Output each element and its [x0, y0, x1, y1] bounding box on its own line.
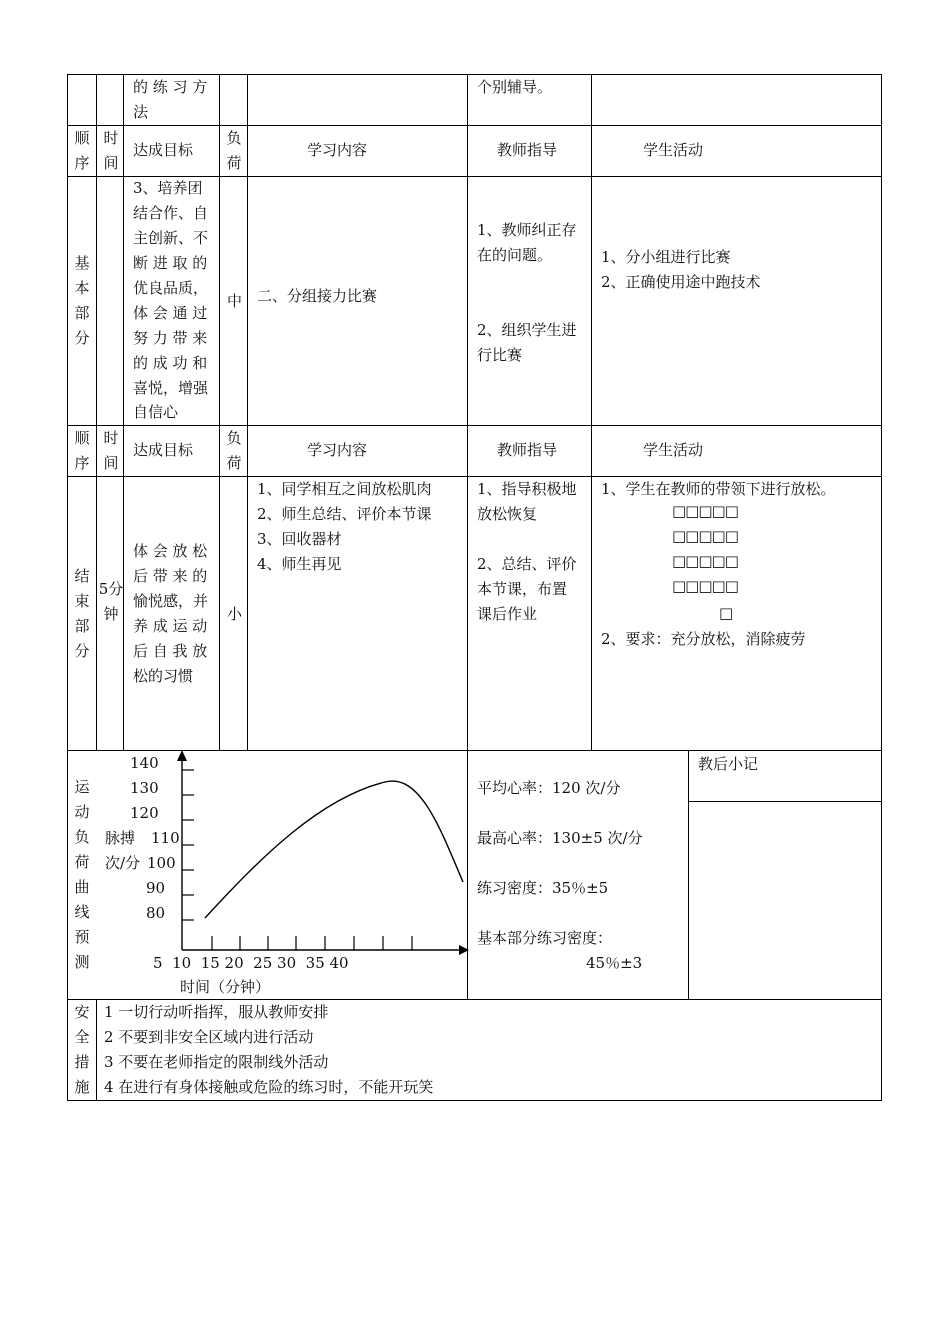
end-teacher-line: 本节课，布置 [477, 580, 568, 598]
basic-goal-line: 优良品质， [133, 279, 209, 297]
header-time: 时间 [103, 429, 119, 472]
goal-text: 的 练 习 方 [133, 78, 208, 96]
basic-content: 二、分组接力比赛 [257, 287, 378, 305]
end-teacher-line: 课后作业 [477, 605, 538, 623]
x-tick-marks [212, 936, 412, 950]
rule [67, 125, 882, 126]
end-goal-line: 愉悦感，并 [133, 592, 209, 610]
stat-basic-density: 基本部分练习密度： [477, 929, 613, 947]
header-teacher: 教师指导 [497, 441, 558, 459]
formation-teacher: □ [719, 604, 733, 622]
safety-item: 2 不要到非安全区域内进行活动 [104, 1028, 314, 1046]
end-content-line: 1、同学相互之间放松肌肉 [257, 480, 432, 498]
basic-teacher-line: 1、教师纠正存 [477, 221, 577, 239]
notes-title: 教后小记 [698, 755, 759, 773]
header-content: 学习内容 [307, 141, 368, 159]
rule [881, 74, 882, 1101]
safety-item: 3 不要在老师指定的限制线外活动 [104, 1053, 329, 1071]
rule [96, 999, 97, 1101]
header-order: 顺序 [74, 429, 90, 472]
x-axis-arrow [459, 945, 469, 955]
basic-goal-line: 3、培养团 [133, 179, 203, 197]
y-tick: 130 [130, 779, 159, 797]
header-load: 负荷 [226, 129, 242, 172]
safety-item: 1 一切行动听指挥，服从教师安排 [104, 1003, 329, 1021]
basic-teacher-line: 在的问题。 [477, 246, 553, 264]
basic-goal-line: 的 成 功 和 [133, 354, 208, 372]
end-content-line: 4、师生再见 [257, 555, 342, 573]
end-goal-line: 养 成 运 动 [133, 617, 208, 635]
end-student-line: 2、要求：充分放松，消除疲劳 [601, 630, 806, 648]
rule [688, 801, 882, 802]
load-curve-label: 运动负荷曲线预测 [74, 778, 90, 971]
rule [67, 74, 68, 1101]
header-load: 负荷 [226, 429, 242, 472]
end-content-line: 2、师生总结、评价本节课 [257, 505, 432, 523]
end-load: 小 [227, 605, 243, 623]
stat-max: 最高心率：130±5 次/分 [477, 829, 643, 847]
heart-rate-curve [205, 781, 463, 918]
header-student: 学生活动 [643, 141, 704, 159]
end-goal-line: 后 自 我 放 [133, 642, 208, 660]
end-teacher-line: 放松恢复 [477, 505, 538, 523]
formation-row: □□□□□ [672, 527, 738, 545]
end-time: 5分钟 [98, 580, 124, 623]
rule [688, 750, 689, 1000]
formation-row: □□□□□ [672, 577, 738, 595]
basic-student-line: 2、正确使用途中跑技术 [601, 273, 761, 291]
safety-label: 安全措施 [74, 1003, 90, 1096]
basic-goal-line: 自信心 [133, 403, 179, 421]
basic-student-line: 1、分小组进行比赛 [601, 248, 731, 266]
basic-goal-line: 断 进 取 的 [133, 254, 208, 272]
formation-row: □□□□□ [672, 502, 738, 520]
y-tick-marks [182, 770, 194, 920]
rule [219, 74, 220, 751]
rule [247, 74, 248, 751]
end-teacher-line: 1、指导积极地 [477, 480, 577, 498]
header-content: 学习内容 [307, 441, 368, 459]
x-axis-label: 时间（分钟） [180, 978, 271, 996]
formation-row: □□□□□ [672, 552, 738, 570]
end-goal-line: 松的习惯 [133, 667, 194, 685]
rule [96, 74, 97, 751]
pulse-unit-label: 次/分 [105, 854, 141, 872]
y-tick: 110 [151, 829, 180, 847]
basic-goal-line: 结合作、自 [133, 204, 209, 222]
safety-item: 4 在进行有身体接触或危险的练习时，不能开玩笑 [104, 1078, 434, 1096]
rule [67, 1100, 882, 1101]
header-teacher: 教师指导 [497, 141, 558, 159]
header-goal: 达成目标 [133, 441, 194, 459]
basic-goal-line: 体 会 通 过 [133, 304, 208, 322]
end-goal-line: 后 带 来 的 [133, 567, 208, 585]
end-content-line: 3、回收器材 [257, 530, 342, 548]
basic-teacher-line: 2、组织学生进 [477, 321, 577, 339]
end-teacher-line: 2、总结、评价 [477, 555, 577, 573]
pulse-label: 脉搏 [105, 829, 136, 847]
header-student: 学生活动 [643, 441, 704, 459]
goal-text: 法 [133, 103, 149, 121]
y-tick: 80 [146, 904, 166, 922]
x-ticks: 5 10 15 20 25 30 35 40 [153, 954, 349, 972]
header-time: 时间 [103, 129, 119, 172]
stat-basic-density-value: 45％±3 [586, 954, 643, 972]
y-tick: 100 [147, 854, 176, 872]
end-goal-line: 体 会 放 松 [133, 542, 208, 560]
rule [67, 425, 882, 426]
y-axis-arrow [177, 750, 187, 761]
end-part-label: 结束部分 [74, 567, 90, 660]
stat-average: 平均心率：120 次/分 [477, 779, 621, 797]
basic-teacher-line: 行比赛 [477, 346, 523, 364]
teacher-text: 个别辅导。 [477, 78, 553, 96]
basic-part-label: 基本部分 [74, 254, 90, 347]
header-goal: 达成目标 [133, 141, 194, 159]
load-curve-chart [170, 748, 470, 963]
rule [591, 74, 592, 751]
basic-load: 中 [227, 292, 243, 310]
y-tick: 120 [130, 804, 159, 822]
header-order: 顺序 [74, 129, 90, 172]
basic-goal-line: 主创新、不 [133, 229, 209, 247]
end-student-line: 1、学生在教师的带领下进行放松。 [601, 480, 836, 498]
y-tick: 90 [146, 879, 166, 897]
y-tick: 140 [130, 754, 159, 772]
basic-goal-line: 努 力 带 来 [133, 329, 208, 347]
basic-goal-line: 喜悦，增强 [133, 379, 209, 397]
stat-density: 练习密度：35％±5 [477, 879, 609, 897]
